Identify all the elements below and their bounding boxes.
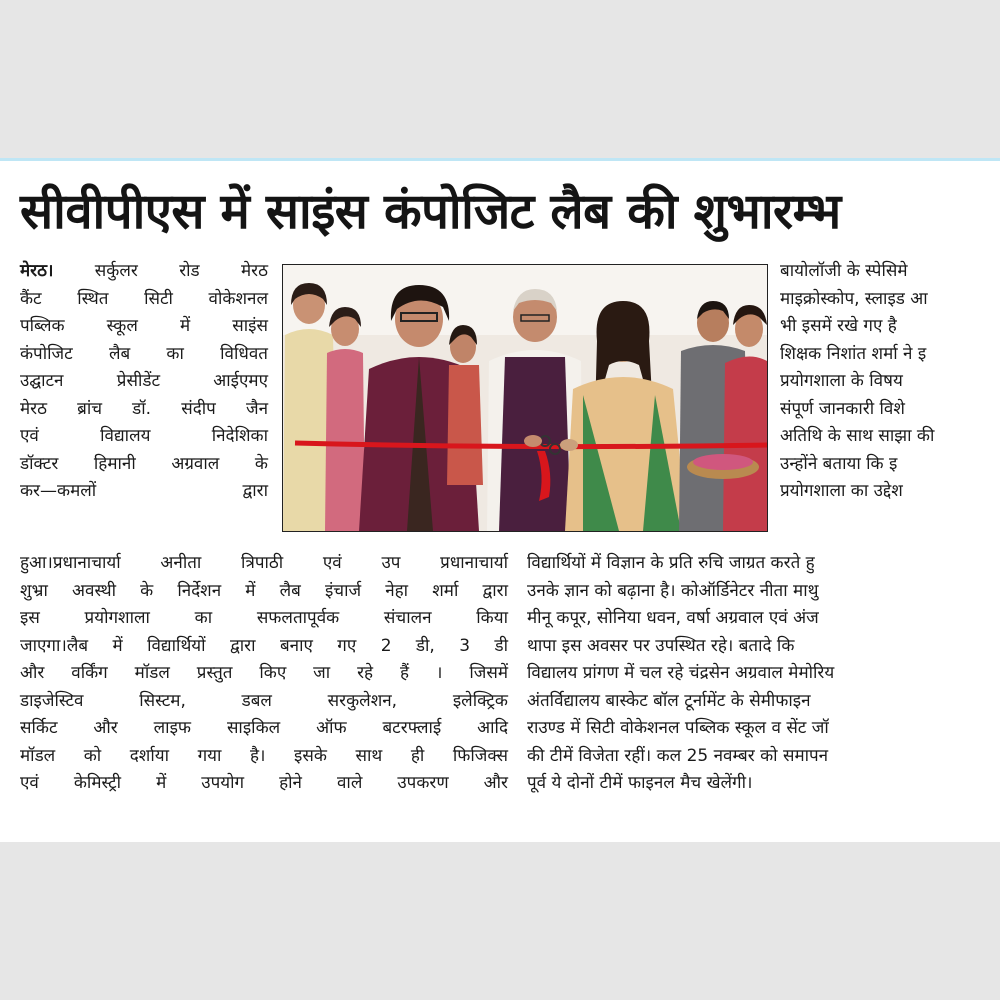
text-line: मीनू कपूर, सोनिया धवन, वर्षा अग्रवाल एवं अंज bbox=[527, 608, 819, 628]
text-line: शिक्षक निशांत शर्मा ने इ bbox=[780, 343, 927, 364]
text-line: विद्यार्थियों में विज्ञान के प्रति रुचि जाग्रत करते हु bbox=[527, 553, 815, 573]
text-line: सर्किट और लाइफ साइकिल ऑफ बटरफ्लाई आदि bbox=[20, 718, 508, 738]
text-line: उद्घाटन प्रेसीडेंट आईएमए bbox=[20, 371, 268, 391]
text-line: जाएगा।लैब में विद्यार्थियों द्वारा बनाए गए 2 डी, 3 डी bbox=[20, 635, 508, 656]
text-line: माइक्रोस्कोप, स्लाइड आ bbox=[780, 288, 928, 309]
text-line: प्रयोगशाला का उद्देश bbox=[780, 481, 903, 501]
photo-illustration bbox=[283, 265, 767, 531]
text-line: शुभ्रा अवस्थी के निर्देशन में लैब इंचार्ज नेहा शर्मा द्वारा bbox=[20, 580, 508, 601]
text-line: मेरठ ब्रांच डॉ. संदीप जैन bbox=[20, 398, 268, 419]
text-line: पब्लिक स्कूल में साइंस bbox=[20, 316, 268, 336]
text-line: हुआ।प्रधानाचार्या अनीता त्रिपाठी एवं उप प्रधानाचार्या bbox=[20, 553, 508, 573]
text-line: उन्होंने बताया कि इ bbox=[780, 453, 898, 474]
left-column-top bbox=[20, 258, 268, 506]
text-line: मॉडल को दर्शाया गया है। इसके साथ ही फिजिक्स bbox=[20, 745, 508, 766]
left-column-bottom bbox=[20, 550, 508, 798]
text-line: एवं केमिस्ट्री में उपयोग होने वाले उपकरण और bbox=[20, 773, 508, 793]
right-column-bottom bbox=[527, 550, 1000, 798]
text-line: एवं विद्यालय निदेशिका bbox=[20, 426, 268, 446]
text-line: बायोलॉजी के स्पेसिमे bbox=[780, 261, 908, 281]
text-line: संपूर्ण जानकारी विशे bbox=[780, 398, 905, 419]
text-line: डॉक्टर हिमानी अग्रवाल के bbox=[20, 453, 268, 474]
article-headline: सीवीपीएस में साइंस कंपोजिट लैब की शुभारम्भ bbox=[20, 183, 841, 240]
text-line: भी इसमें रखे गए है bbox=[780, 316, 897, 336]
text-line: अतिथि के साथ साझा की bbox=[780, 426, 935, 446]
right-column-top bbox=[780, 258, 1000, 506]
text-line: और वर्किंग मॉडल प्रस्तुत किए जा रहे हैं । जिसमें bbox=[20, 663, 508, 683]
text-line: की टीमें विजेता रहीं। कल 25 नवम्बर को समापन bbox=[527, 745, 829, 766]
dateline: मेरठ। bbox=[20, 261, 54, 281]
text-line: विद्यालय प्रांगण में चल रहे चंद्रसेन अग्रवाल मेमोरिय bbox=[527, 663, 835, 683]
newspaper-clipping bbox=[0, 158, 1000, 842]
text-line: कंपोजिट लैब का विधिवत bbox=[20, 343, 268, 364]
text-line: राउण्ड में सिटी वोकेशनल पब्लिक स्कूल व सेंट जॉ bbox=[527, 718, 829, 738]
text-line: उनके ज्ञान को बढ़ाना है। कोऑर्डिनेटर नीता माथु bbox=[527, 580, 819, 601]
text-line: प्रयोगशाला के विषय bbox=[780, 371, 903, 391]
text-line: इस प्रयोगशाला का सफलतापूर्वक संचालन किया bbox=[20, 608, 508, 628]
top-rule bbox=[0, 158, 1000, 161]
text-line: कर—कमलों द्वारा bbox=[20, 481, 268, 501]
text-line: अंतर्विद्यालय बास्केट बॉल टूर्नामेंट के सेमीफाइन bbox=[527, 690, 811, 711]
text-line: कैंट स्थित सिटी वोकेशनल bbox=[20, 288, 268, 309]
text-line: सर्कुलर रोड मेरठ bbox=[53, 261, 268, 281]
text-line: थापा इस अवसर पर उपस्थित रहे। बतादे कि bbox=[527, 635, 795, 656]
ribbon-cutting-photo bbox=[282, 264, 768, 532]
text-line: पूर्व ये दोनों टीमें फाइनल मैच खेलेंगी। bbox=[527, 773, 753, 793]
text-line: डाइजेस्टिव सिस्टम, डबल सरकुलेशन, इलेक्ट्रिक bbox=[20, 690, 508, 711]
